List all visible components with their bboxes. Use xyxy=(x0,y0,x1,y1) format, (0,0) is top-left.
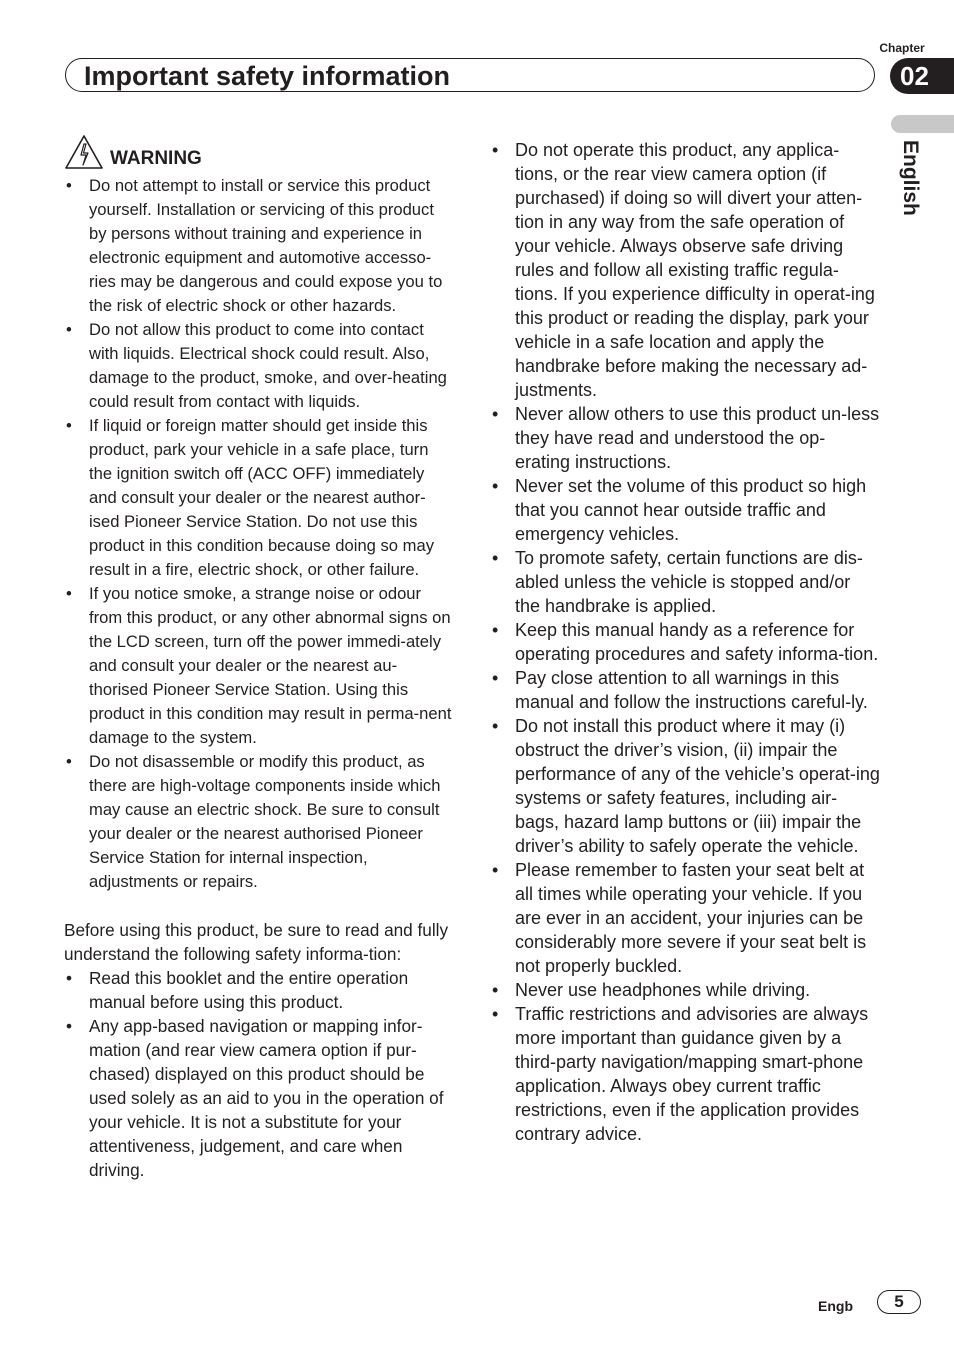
list-item: • Read this booklet and the entire operation manual before using this product. xyxy=(64,966,456,1014)
language-tab-marker xyxy=(891,115,954,133)
chapter-label: Chapter xyxy=(879,41,925,55)
left-column xyxy=(64,134,456,1182)
list-item: • Do not attempt to install or service this product yourself. Installation or servicing of this product by persons without training and experience in electronic equipment and automotive accesso-ries may be dangerous and could expose you to the risk of electric shock or other hazards. xyxy=(64,174,456,318)
list-item: • Traffic restrictions and advisories are always more important than guidance given by a third-party navigation/mapping smart-phone application. Always obey current traffic restrictions, even if the application provides contrary advice. xyxy=(490,1002,880,1146)
list-item: • Do not operate this product, any applica-tions, or the rear view camera option (if purchased) if doing so will divert your atten-tion in any way from the safe operation of your vehicle. Always observe safe driving rules and follow all existing traffic regula-tions. If you experience difficulty in operat-ing this product or reading the display, park your vehicle in a safe location and apply the handbrake before making the necessary ad-justments. xyxy=(490,138,880,402)
left-bullet-list xyxy=(64,966,456,1182)
list-item: • If liquid or foreign matter should get inside this product, park your vehicle in a safe place, turn the ignition switch off (ACC OFF) immediately and consult your dealer or the nearest author-ised Pioneer Service Station. Do not use this product in this condition because doing so may result in a fire, electric shock, or other failure. xyxy=(64,414,456,582)
language-code: Engb xyxy=(818,1298,853,1314)
warning-heading xyxy=(64,134,456,170)
warning-list xyxy=(64,174,456,894)
list-item: • Pay close attention to all warnings in this manual and follow the instructions careful-ly. xyxy=(490,666,880,714)
warning-title: WARNING xyxy=(110,148,202,169)
list-item: • Never set the volume of this product so high that you cannot hear outside traffic and emergency vehicles. xyxy=(490,474,880,546)
electric-hazard-warning-icon xyxy=(64,134,104,170)
right-column xyxy=(490,138,880,1146)
chapter-number-tab: 02 xyxy=(890,58,954,94)
list-item: • Please remember to fasten your seat belt at all times while operating your vehicle. If you are ever in an accident, your injuries can be considerably more severe if your seat belt is not properly buckled. xyxy=(490,858,880,978)
title-bar xyxy=(65,58,875,92)
list-item: • To promote safety, certain functions are dis-abled unless the vehicle is stopped and/or the handbrake is applied. xyxy=(490,546,880,618)
list-item: • Any app-based navigation or mapping infor-mation (and rear view camera option if pur-chased) displayed on this product should be used solely as an aid to you in the operation of your vehicle. It is not a substitute for your attentiveness, judgement, and care when driving. xyxy=(64,1014,456,1182)
list-item: • Never allow others to use this product un-less they have read and understood the op-erating instructions. xyxy=(490,402,880,474)
list-item: • Do not disassemble or modify this product, as there are high-voltage components inside which may cause an electric shock. Be sure to consult your dealer or the nearest authorised Pioneer Service Station for internal inspection, adjustments or repairs. xyxy=(64,750,456,894)
language-label: English xyxy=(899,140,922,216)
list-item: • Keep this manual handy as a reference for operating procedures and safety informa-tion. xyxy=(490,618,880,666)
right-bullet-list xyxy=(490,138,880,1146)
page-number: 5 xyxy=(877,1290,921,1314)
list-item: • Do not install this product where it may (i) obstruct the driver’s vision, (ii) impair the performance of any of the vehicle’s operat-ing systems or safety features, including air-bags, hazard lamp buttons or (iii) impair the driver’s ability to safely operate the vehicle. xyxy=(490,714,880,858)
list-item: • If you notice smoke, a strange noise or odour from this product, or any other abnormal signs on the LCD screen, turn off the power immedi-ately and consult your dealer or the nearest au-thorised Pioneer Service Station. Using this product in this condition may result in perma-nent damage to the system. xyxy=(64,582,456,750)
intro-paragraph: Before using this product, be sure to read and fully understand the following safety informa-tion: xyxy=(64,920,449,964)
list-item: • Never use headphones while driving. xyxy=(490,978,880,1002)
list-item: • Do not allow this product to come into contact with liquids. Electrical shock could result. Also, damage to the product, smoke, and over-heating could result from contact with liquids. xyxy=(64,318,456,414)
page-title: Important safety information xyxy=(84,61,451,91)
